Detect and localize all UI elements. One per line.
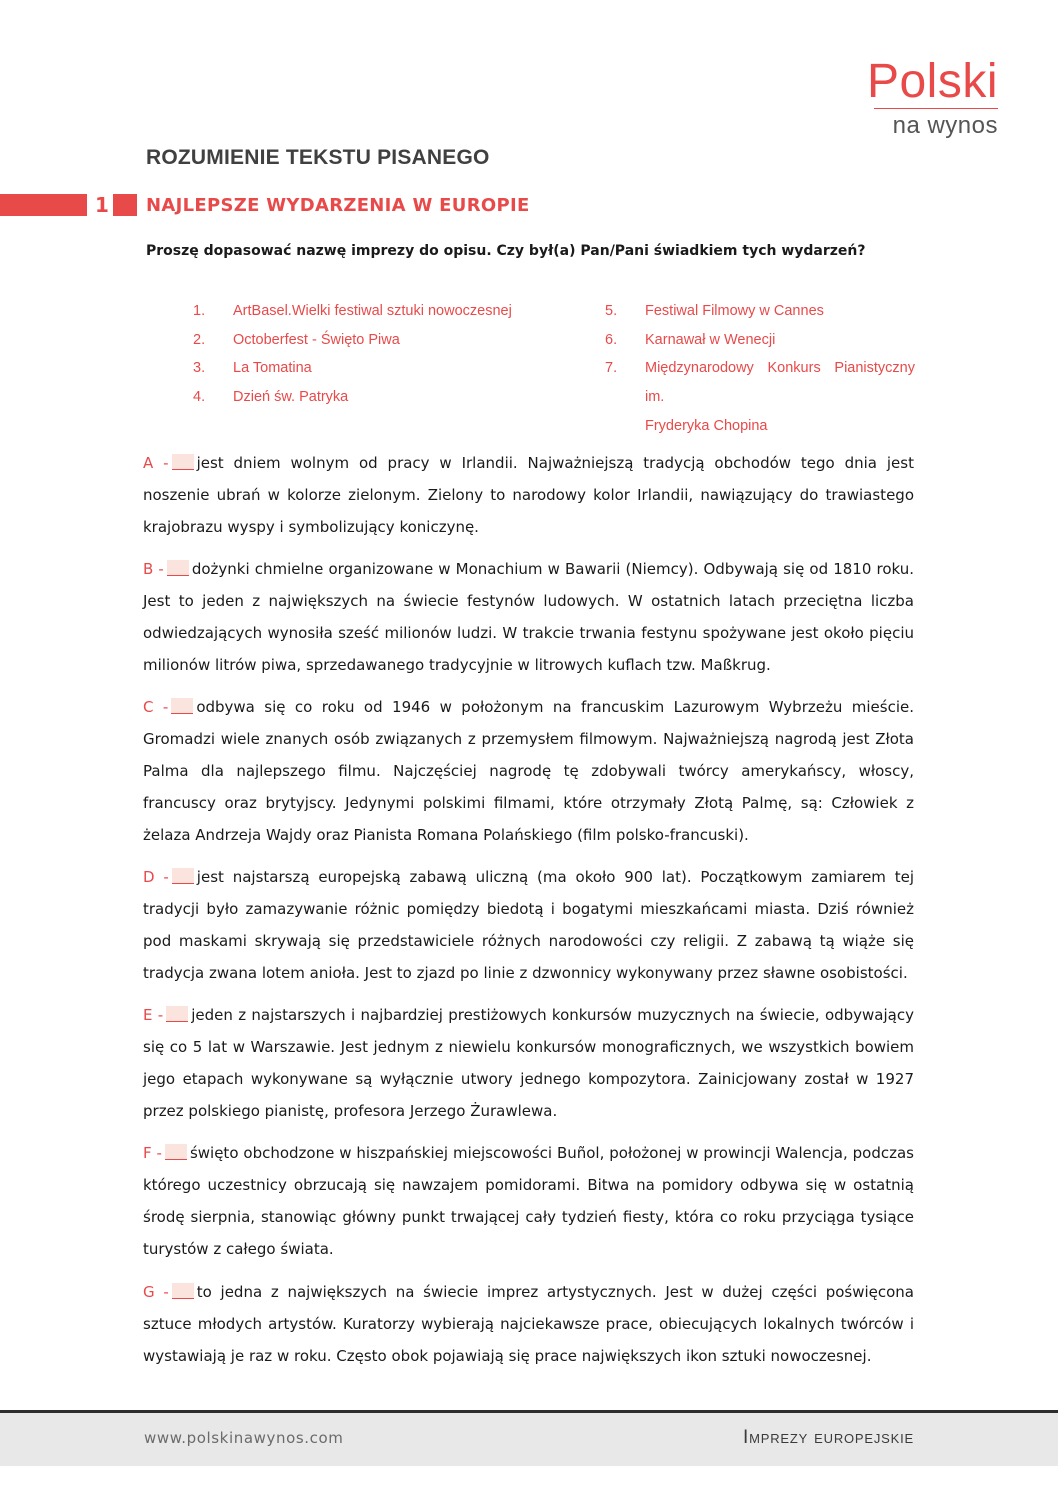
option-text: Festiwal Filmowy w Cannes [645, 303, 824, 319]
option-item [193, 383, 523, 412]
option-number: 1. [193, 303, 206, 319]
description-paragraph-a [143, 447, 914, 543]
answer-blank[interactable] [172, 454, 194, 470]
option-item [193, 297, 523, 326]
option-text: Międzynarodowy Konkurs Pianistyczny im. [645, 360, 915, 406]
option-item [605, 326, 915, 355]
option-text: La Tomatina [233, 360, 312, 377]
option-item [193, 354, 523, 383]
paragraph-text: jest dniem wolnym od pracy w Irlandii. Najważniejszą tradycją obchodów tego dnia jest noszenie ubrań w kolorze zielonym. Zielony to narodowy kolor Irlandii, nawiązujący do trawiastego krajobrazu wyspy i symbolizujący koniczynę. [143, 454, 914, 536]
description-paragraph-f [143, 1137, 914, 1265]
answer-blank[interactable] [166, 1006, 188, 1022]
option-text: Karnawał w Wenecji [645, 331, 776, 348]
logo-divider [874, 108, 998, 109]
exercise-instruction: Proszę dopasować nazwę imprezy do opisu. Czy był(a) Pan/Pani świadkiem tych wydarzeń? [146, 243, 866, 259]
paragraph-label: G - [143, 1283, 169, 1301]
exercise-title: NAJLEPSZE WYDARZENIA W EUROPIE [146, 195, 530, 216]
paragraph-text: jeden z najstarszych i najbardziej prestiżowych konkursów muzycznych na świecie, odbywający się co 5 lat w Warszawie. Jest jednym z niewielu konkursów monograficznych, we wszystkich bowiem jego etapach wykonywane są wyłącznie utwory jednego kompozytora. Zainicjowany został w 1927 przez polskiego pianistę, profesora Jerzego Żurawlewa. [143, 1006, 914, 1120]
brand-logo [866, 55, 998, 140]
exercise-number: 1 [95, 193, 109, 217]
paragraph-label: A - [143, 454, 169, 472]
options-list-left [193, 297, 523, 412]
description-paragraph-c [143, 691, 914, 851]
answer-blank[interactable] [172, 868, 194, 884]
paragraph-label: F - [143, 1144, 162, 1162]
exercise-accent-bar [0, 194, 87, 216]
logo-main-text: Polski [866, 55, 998, 108]
exercise-accent-block [113, 194, 137, 216]
option-number: 7. [605, 360, 618, 377]
paragraph-text: odbywa się co roku od 1946 w położonym na francuskim Lazurowym Wybrzeżu mieście. Gromadzi wiele znanych osób związanych z przemysłem filmowym. Najważniejszą nagrodą jest Złota Palma dla najlepszego filmu. Najczęściej nagrodę tę zdobywali twórcy amerykańscy, włoscy, francuscy oraz brytyjscy. Jedynymi polskimi filmami, które otrzymały Złotą Palmę, są: Człowiek z żelaza Andrzeja Wajdy oraz Pianista Romana Polańskiego (film polsko-francuski). [143, 698, 914, 844]
option-number: 2. [193, 331, 206, 348]
option-item [605, 354, 915, 411]
description-paragraph-g [143, 1276, 914, 1372]
option-item [193, 326, 523, 355]
paragraph-label: E - [143, 1006, 164, 1024]
section-title: ROZUMIENIE TEKSTU PISANEGO [146, 146, 490, 169]
option-text: Dzień św. Patryka [233, 389, 349, 406]
option-item-continued [605, 412, 915, 441]
logo-sub-text: na wynos [892, 112, 998, 139]
paragraph-label: B - [143, 560, 164, 578]
paragraph-label: C - [143, 698, 169, 716]
paragraph-text: dożynki chmielne organizowane w Monachium w Bawarii (Niemcy). Odbywają się od 1810 roku. Jest to jeden z największych na świecie festynów ludowych. W ostatnich latach przeciętna liczba odwiedzających wynosiła sześć milionów ludzi. W trakcie trwania festynu spożywane jest około pięciu milionów litrów piwa, sprzedawanego tradycyjnie w litrowych kuflach tzw. Maßkrug. [143, 560, 914, 674]
paragraph-text: jest najstarszą europejską zabawą uliczną (ma około 900 lat). Początkowym zamiarem tej tradycji było zamazywanie różnic pomiędzy biedotą i bogatymi mieszkańcami miasta. Dziś również pod maskami skrywają się przedstawiciele różnych narodowości czy religii. Z zabawą tą wiąże się tradycja zwana lotem anioła. Jest to zjazd po linie z dzwonnicy wykonywany przez sławne osobistości. [143, 868, 915, 982]
option-number: 3. [193, 360, 206, 377]
option-text: Octoberfest - Święto Piwa [233, 331, 400, 348]
option-number: 4. [193, 389, 206, 406]
option-number: 5. [605, 303, 618, 319]
paragraph-text: święto obchodzone w hiszpańskiej miejscowości Buñol, położonej w prowincji Walencja, podczas którego uczestnicy obrzucają się nawzajem pomidorami. Bitwa na pomidory odbywa się w ostatnią środę sierpnia, stanowiąc główny punkt trwającej cały tydzień fiesty, która co roku przyciąga tysiące turystów z całego świata. [143, 1144, 914, 1258]
answer-blank[interactable] [165, 1144, 187, 1160]
answer-blank[interactable] [171, 698, 193, 714]
answer-blank[interactable] [167, 560, 189, 576]
paragraph-text: to jedna z największych na świecie imprez artystycznych. Jest w dużej części poświęcona sztuce młodych artystów. Kuratorzy wybierają najciekawsze prace, obiecujących lokalnych twórców i wystawiają je raz w roku. Często obok pojawiają się prace największych ikon sztuki nowoczesnej. [143, 1283, 915, 1365]
option-text: Fryderyka Chopina [645, 417, 768, 434]
answer-blank[interactable] [172, 1283, 194, 1299]
option-number: 6. [605, 331, 618, 348]
option-item [605, 297, 915, 326]
option-number [605, 412, 645, 441]
footer-website-link[interactable]: www.polskinawynos.com [144, 1429, 344, 1447]
paragraph-label: D - [143, 868, 169, 886]
options-list-right [605, 297, 915, 441]
description-paragraph-d [143, 861, 914, 989]
description-paragraph-e [143, 999, 914, 1127]
footer-topic: Imprezy europejskie [743, 1427, 914, 1448]
description-paragraph-b [143, 553, 914, 681]
option-text: ArtBasel.Wielki festiwal sztuki nowoczesnej [233, 303, 512, 319]
